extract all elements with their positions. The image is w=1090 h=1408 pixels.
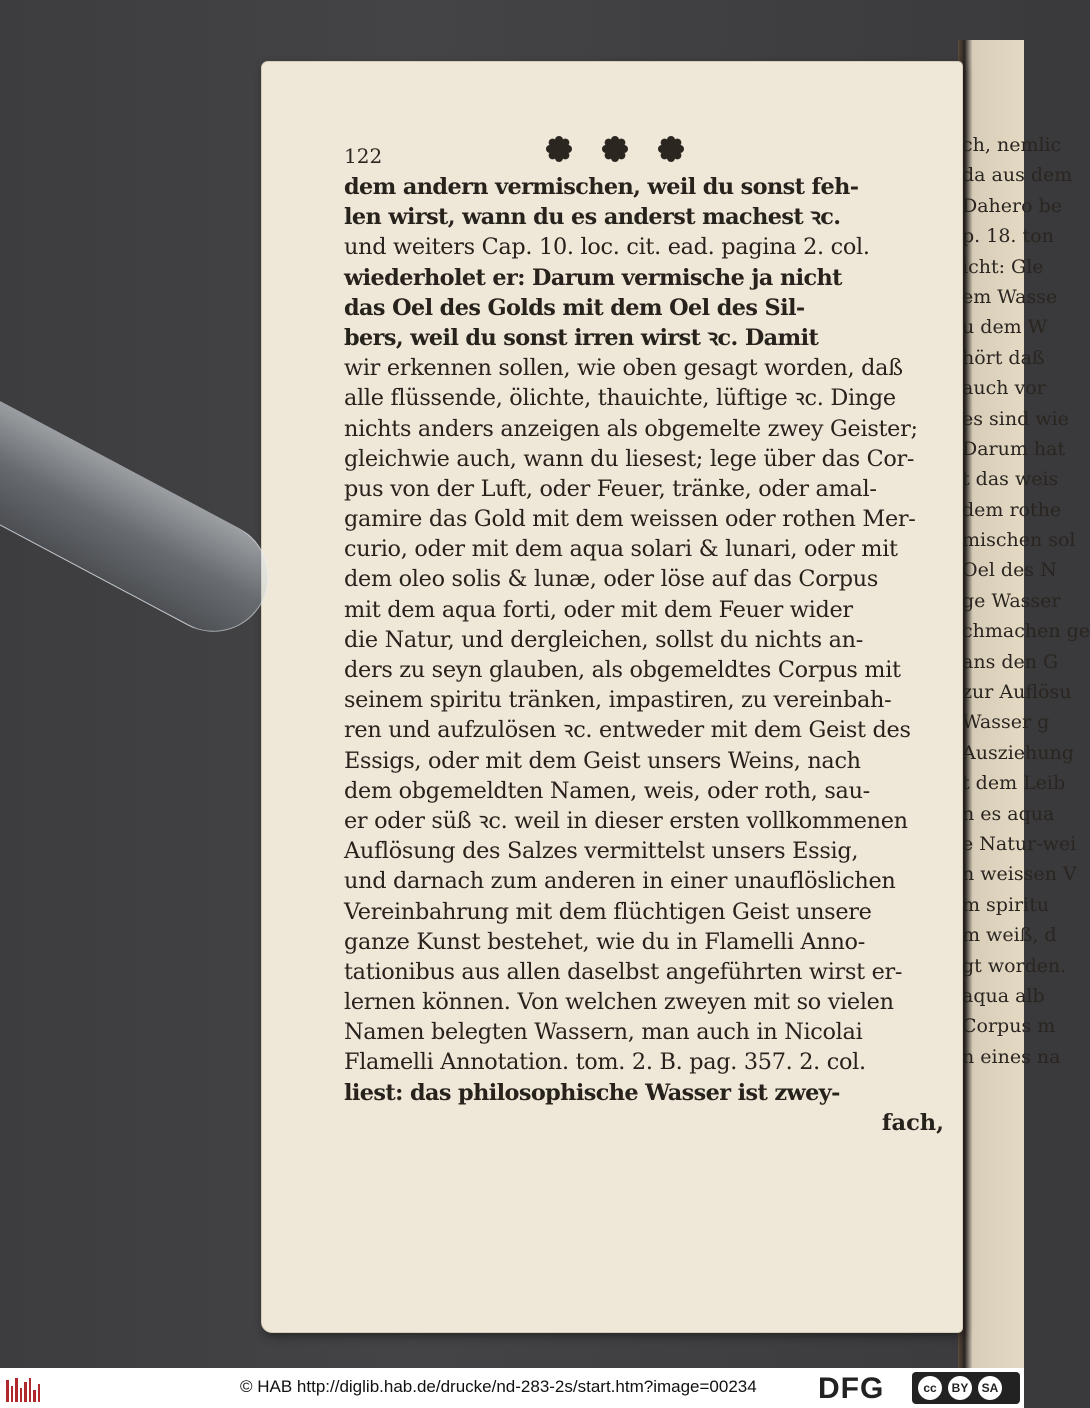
text-line: ren und aufzulösen ꝛc. entweder mit dem Geist des (344, 717, 911, 744)
text-line: dem obgemeldten Namen, weis, oder roth, sau- (344, 777, 870, 804)
facing-text-line: hört daß (962, 346, 1045, 369)
text-line: dem oleo solis & lunæ, oder löse auf das Corpus (344, 566, 879, 593)
dfg-logo[interactable]: DFG (818, 1372, 885, 1405)
facing-text-line: mischen sol (962, 529, 1076, 552)
ornament-icon (600, 134, 630, 164)
text-line: Auflösung des Salzes vermittelst unsers Essig, (344, 838, 859, 865)
text-line: gleichwie auch, wann du liesest; lege über das Cor- (344, 445, 915, 472)
text-line: Vereinbahrung mit dem flüchtigen Geist unsere (344, 898, 872, 925)
facing-text-line: zur Auflösu (962, 681, 1072, 704)
facing-text-line: e Natur-wei (962, 832, 1077, 855)
facing-text-line: n eines na (962, 1045, 1061, 1068)
facing-text-line: Dahero be (962, 194, 1063, 217)
text-line: und darnach zum anderen in einer unauflöslichen (344, 868, 896, 895)
facing-text-line: icht: Gle (962, 255, 1044, 278)
text-line: Essigs, oder mit dem Geist unsers Weins, nach (344, 747, 861, 774)
facing-text-line: aqua alb (962, 984, 1045, 1007)
facing-text-line: u dem W (962, 316, 1048, 339)
facing-text-line: Ausziehung (962, 741, 1074, 764)
page-text (344, 172, 944, 1108)
facing-text-line: Wasser g (962, 711, 1050, 734)
text-line: nichts anders anzeigen als obgemelte zwey Geister; (344, 415, 918, 442)
facing-text-line: Corpus m (962, 1015, 1056, 1038)
text-line: seinem spiritu tränken, impastiren, zu vereinbah- (344, 687, 892, 714)
text-line: liest: das philosophische Wasser ist zwey- (344, 1079, 840, 1106)
text-line: und weiters Cap. 10. loc. cit. ead. pagina 2. col. (344, 234, 870, 261)
text-line: die Natur, und dergleichen, sollst du nichts an- (344, 626, 864, 653)
text-line: bers, weil du sonst irren wirst ꝛc. Damit (344, 324, 819, 351)
facing-text-line: dem rothe (962, 498, 1062, 521)
facing-text-line: em Wasse (962, 285, 1058, 308)
text-line: curio, oder mit dem aqua solari & lunari, oder mit (344, 536, 898, 563)
facing-text-line: n es aqua (962, 802, 1055, 825)
book-page (262, 62, 962, 1332)
facing-text-line: es sind wie (962, 407, 1069, 430)
page-header (344, 134, 944, 168)
text-line: er oder süß ꝛc. weil in dieser ersten vollkommenen (344, 807, 908, 834)
text-line: dem andern vermischen, weil du sonst feh- (344, 174, 859, 200)
facing-text-line: m weiß, d (962, 924, 1057, 947)
text-line: wiederholet er: Darum vermische ja nicht (344, 264, 842, 291)
facing-text-line: ch, nemlic (962, 134, 1062, 156)
facing-text-line: p. 18. ton (962, 225, 1054, 248)
facing-page-text (962, 130, 1090, 1190)
facing-text-line: t das weis (962, 468, 1059, 491)
hab-logo-icon[interactable] (6, 1376, 40, 1402)
facing-text-line: n weissen V (962, 863, 1077, 886)
facing-text-line: ans den G (962, 650, 1059, 673)
text-line: Flamelli Annotation. tom. 2. B. pag. 357. 2. col. (344, 1049, 866, 1076)
ornament-icon (544, 134, 574, 164)
text-line: wir erkennen sollen, wie oben gesagt worden, daß (344, 355, 903, 382)
text-line: tationibus aus allen daselbst angeführten wirst er- (344, 958, 903, 985)
cc-icon: cc (918, 1376, 942, 1400)
text-line: gamire das Gold mit dem weissen oder rothen Mer- (344, 506, 916, 533)
facing-text-line: ge Wasser (962, 589, 1061, 612)
copyright-link[interactable]: © HAB http://diglib.hab.de/drucke/nd-283-2s/start.htm?image=00234 (240, 1377, 757, 1396)
facing-text-line: Oel des N (962, 559, 1057, 582)
facing-text-line: Darum hat (962, 437, 1066, 460)
text-line: das Oel des Golds mit dem Oel des Sil- (344, 294, 805, 321)
viewer-footer (0, 1368, 1024, 1408)
text-line: ders zu seyn glauben, als obgemeldtes Corpus mit (344, 657, 901, 683)
ornament-icon (656, 134, 686, 164)
facing-text-line: auch vor (962, 377, 1046, 400)
facing-text-line: chmachen ge (962, 620, 1090, 643)
text-line: ganze Kunst bestehet, wie du in Flamelli Anno- (344, 928, 865, 955)
cc-license-badge[interactable] (912, 1372, 1020, 1404)
text-line: lernen können. Von welchen zweyen mit so vielen (344, 989, 894, 1016)
by-icon: BY (948, 1376, 972, 1400)
text-line: len wirst, wann du es anderst machest ꝛc. (344, 204, 841, 231)
text-line: pus von der Luft, oder Feuer, tränke, oder amal- (344, 475, 877, 502)
facing-text-line: m spiritu (962, 893, 1050, 916)
text-line: mit dem aqua forti, oder mit dem Feuer wider (344, 596, 853, 623)
facing-text-line: gt worden. (962, 954, 1067, 977)
sa-icon: SA (978, 1376, 1002, 1400)
facing-text-line: da aus dem (962, 164, 1073, 187)
text-line: alle flüssende, ölichte, thauichte, lüftige ꝛc. Dinge (344, 385, 896, 412)
catchword: fach, (881, 1109, 944, 1136)
ornament-row (544, 134, 686, 164)
page-number: 122 (344, 144, 383, 168)
text-line: Namen belegten Wassern, man auch in Nicolai (344, 1019, 863, 1046)
facing-text-line: t dem Leib (962, 772, 1066, 795)
